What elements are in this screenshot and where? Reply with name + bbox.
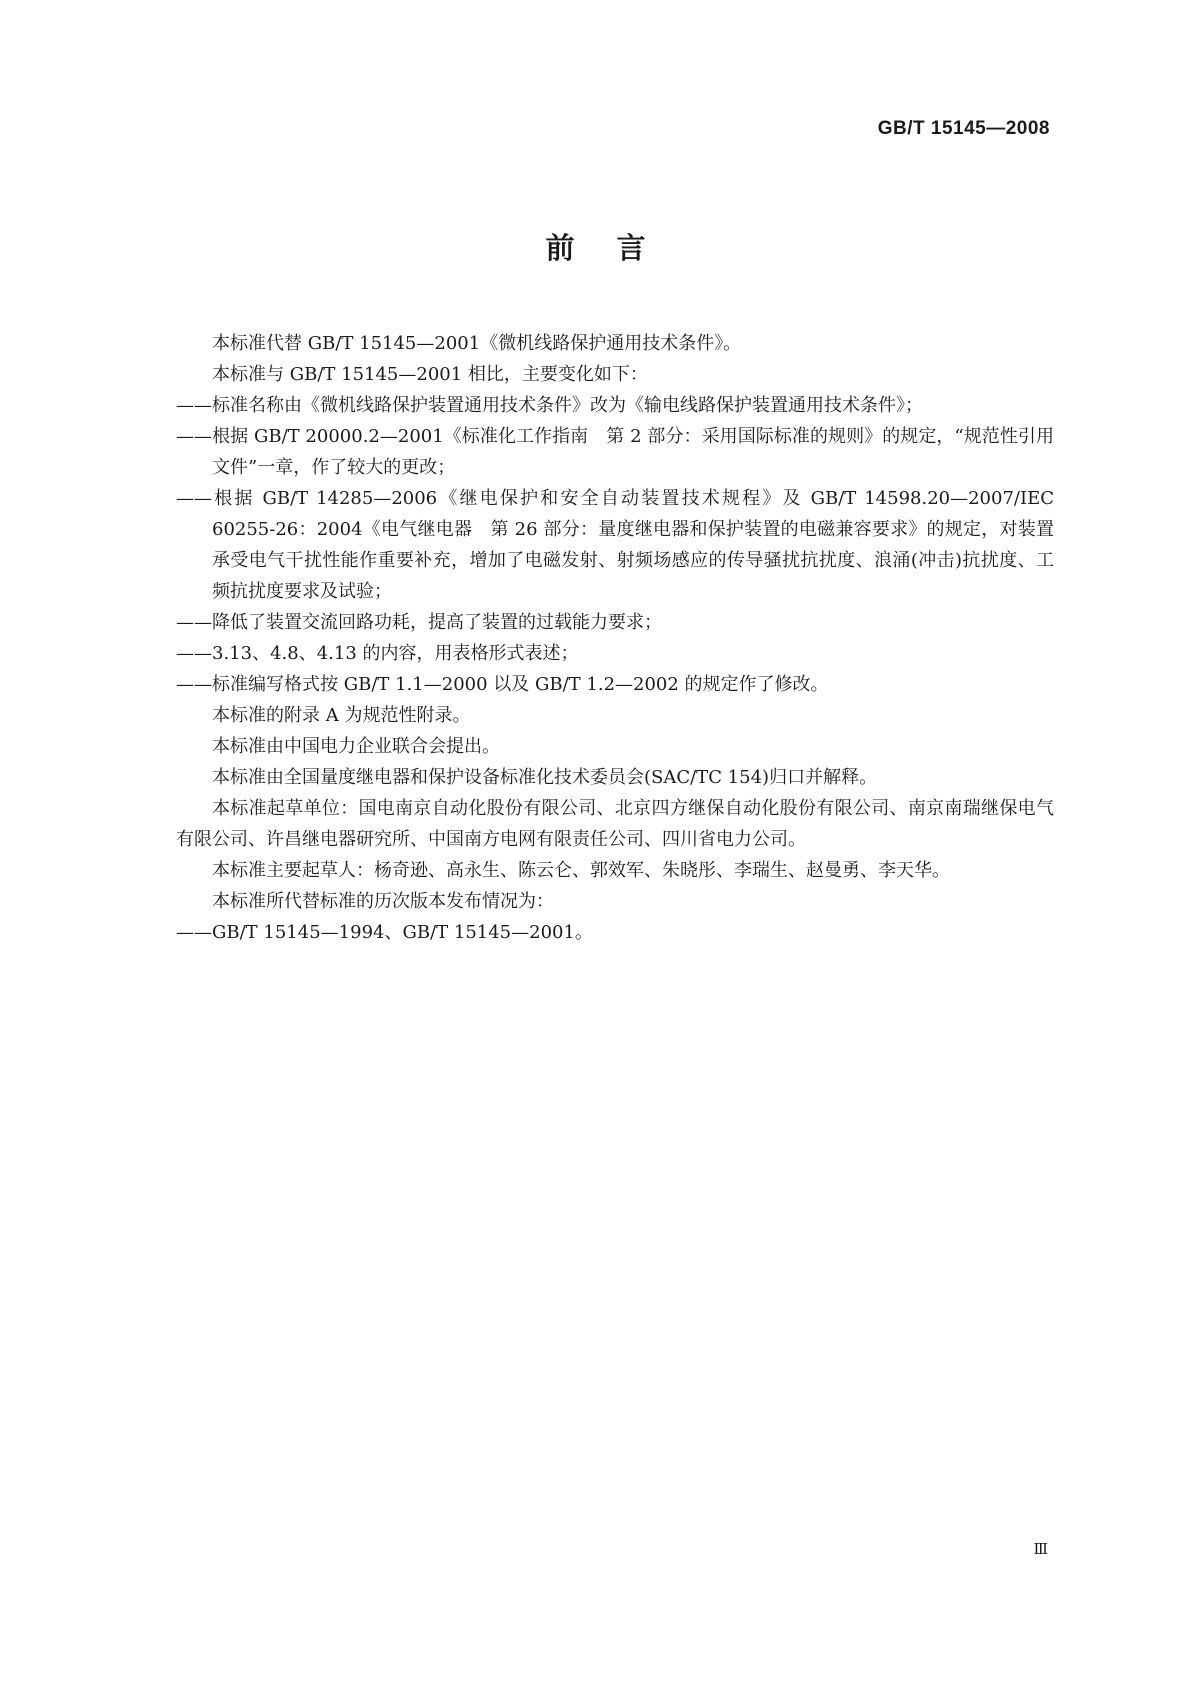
paragraph-drafting-units: 本标准起草单位：国电南京自动化股份有限公司、北京四方继保自动化股份有限公司、南京南瑞继保电气有限公司、许昌继电器研究所、中国南方电网有限责任公司、四川省电力公司。 xyxy=(176,798,1054,850)
change-item xyxy=(176,483,1054,607)
dash-mark: —— xyxy=(176,922,212,943)
change-item-text: 降低了装置交流回路功耗，提高了装置的过载能力要求； xyxy=(212,612,662,633)
change-item-text: 根据 GB/T 14285—2006《继电保护和安全自动装置技术规程》及 GB/T 14598.20—2007/IEC 60255-26：2004《电气继电器 第 26 部分：量度继电器和保护装置的电磁兼容要求》的规定，对装置承受电气干扰性能作重要补充，增加了电磁发射、射频场感应的传导骚扰抗扰度、浪涌(冲击)抗扰度、工频抗扰度要求及试验； xyxy=(212,488,1054,602)
dash-mark: —— xyxy=(176,426,212,447)
dash-mark: —— xyxy=(176,643,212,664)
change-item-text: 根据 GB/T 20000.2—2001《标准化工作指南 第 2 部分：采用国际标准的规则》的规定，“规范性引用文件”一章，作了较大的更改； xyxy=(212,426,1054,478)
paragraph-changes-intro: 本标准与 GB/T 15145—2001 相比，主要变化如下： xyxy=(212,364,648,385)
dash-mark: —— xyxy=(176,488,212,509)
page-number: Ⅲ xyxy=(1033,1540,1048,1558)
standard-number: GB/T 15145—2008 xyxy=(877,118,1050,139)
dash-mark: —— xyxy=(176,395,212,416)
paragraph-technical-committee: 本标准由全国量度继电器和保护设备标准化技术委员会(SAC/TC 154)归口并解释。 xyxy=(212,767,878,788)
paragraph-annex: 本标准的附录 A 为规范性附录。 xyxy=(212,705,471,726)
change-item xyxy=(176,607,1054,638)
paragraph-proposed-by: 本标准由中国电力企业联合会提出。 xyxy=(212,736,500,757)
dash-mark: —— xyxy=(176,612,212,633)
change-item xyxy=(176,421,1054,483)
paragraph-replaces: 本标准代替 GB/T 15145—2001《微机线路保护通用技术条件》。 xyxy=(212,333,742,354)
page-title: 前言 xyxy=(545,231,688,265)
previous-edition-text: GB/T 15145—1994、GB/T 15145—2001。 xyxy=(212,922,593,943)
change-item-text: 标准编写格式按 GB/T 1.1—2000 以及 GB/T 1.2—2002 的规定作了修改。 xyxy=(212,674,829,695)
paragraph-drafters: 本标准主要起草人：杨奇逊、高永生、陈云仑、郭效军、朱晓彤、李瑞生、赵曼勇、李天华。 xyxy=(212,860,950,881)
change-item-text: 标准名称由《微机线路保护装置通用技术条件》改为《输电线路保护装置通用技术条件》； xyxy=(212,395,923,416)
previous-edition-item xyxy=(176,917,1054,948)
change-item xyxy=(176,390,1054,421)
paragraph-previous-editions-intro: 本标准所代替标准的历次版本发布情况为： xyxy=(212,891,554,912)
change-item-text: 3.13、4.8、4.13 的内容，用表格形式表述； xyxy=(212,643,579,664)
foreword-body xyxy=(176,328,1054,948)
change-item xyxy=(176,638,1054,669)
dash-mark: —— xyxy=(176,674,212,695)
change-item xyxy=(176,669,1054,700)
